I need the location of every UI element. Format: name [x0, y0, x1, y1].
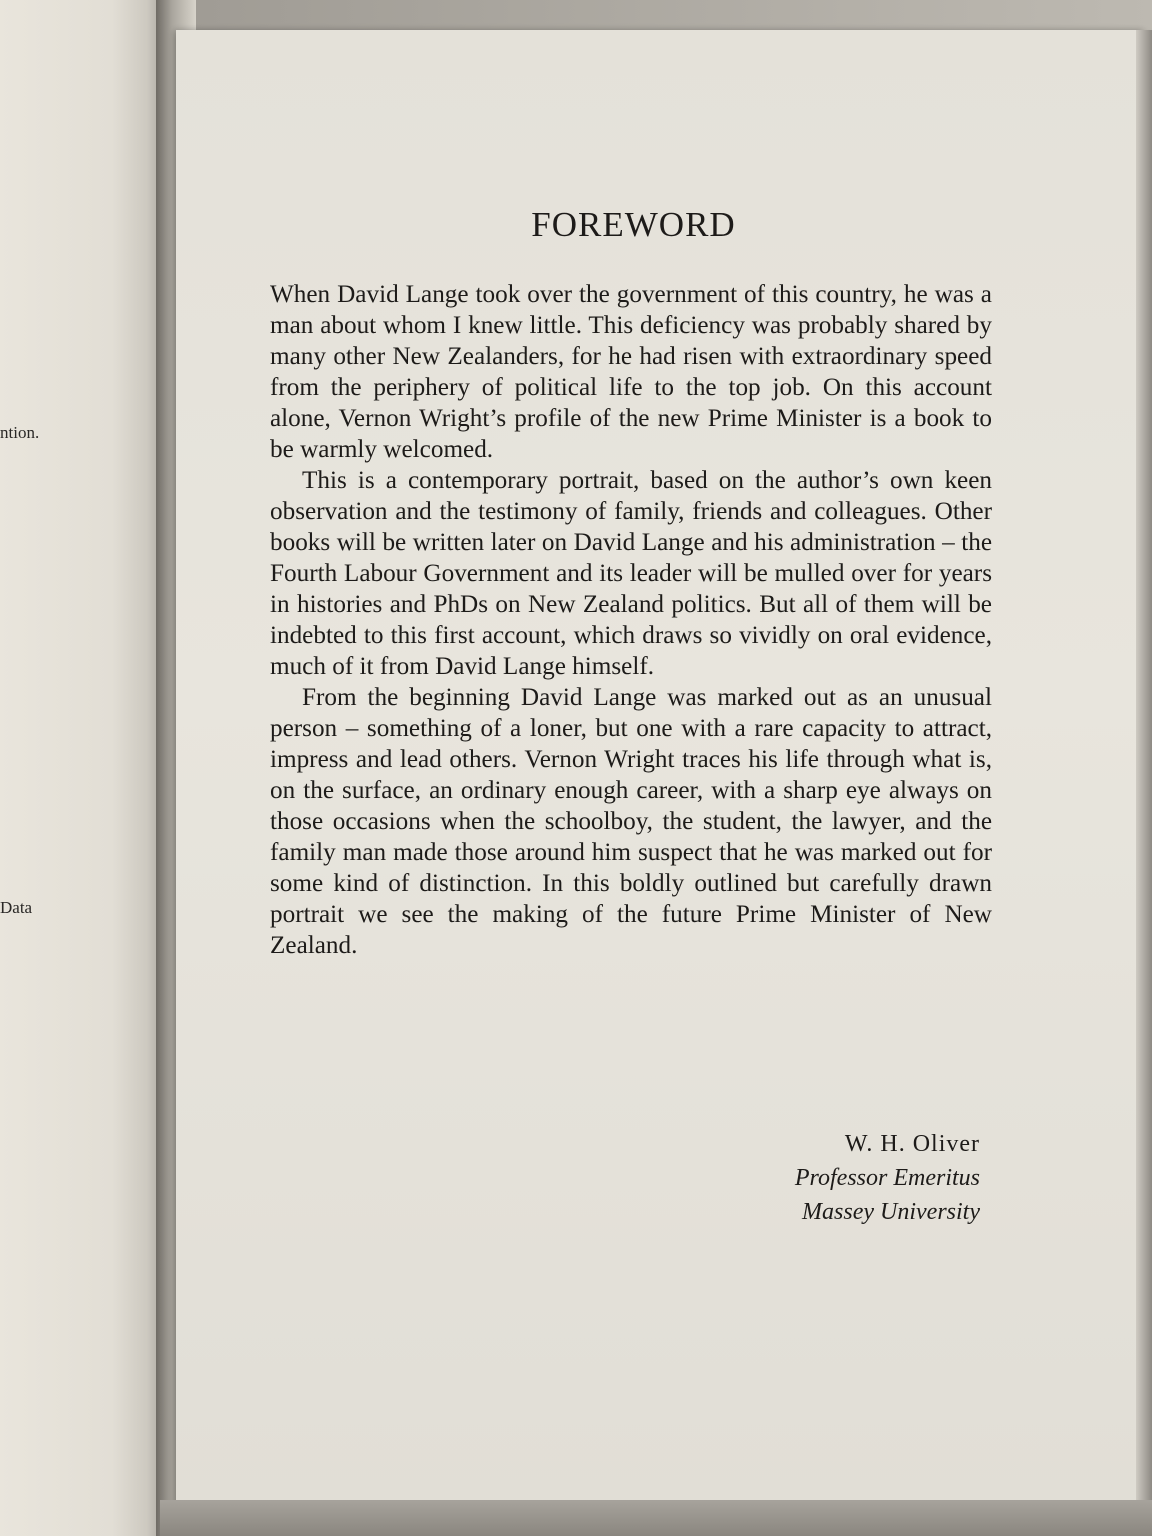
author-name: W. H. Oliver: [844, 1131, 980, 1157]
foreword-title: FOREWORD: [531, 205, 736, 244]
foreword-signature: [700, 1127, 980, 1229]
left-page: [0, 0, 160, 1536]
foreword-section: [270, 205, 992, 961]
page-edge: [1136, 30, 1152, 1510]
author-title: Professor Emeritus: [794, 1165, 980, 1191]
left-page-text-fragment: Data: [0, 898, 33, 917]
foreword-paragraph: When David Lange took over the government of this country, he was a man about whom I knew little. This deficiency was probably shared by many other New Zealanders, for he had risen with extraordinary speed from the periphery of political life to the top job. On this account alone, Vernon Wright’s profile of the new Prime Minister is a book to be warmly welcomed.: [270, 281, 992, 463]
page-bottom-shadow: [160, 1500, 1152, 1536]
left-page-text-fragment: ntion.: [0, 423, 40, 442]
foreword-paragraph: This is a contemporary portrait, based on the author’s own keen observation and the testimony of family, friends and colleagues. Other books will be written later on David Lange and his administration – the Fourth Labour Government and its leader will be mulled over for years in histories and PhDs on New Zealand politics. But all of them will be indebted to this first account, which draws so vividly on oral evidence, much of it from David Lange himself.: [270, 467, 992, 680]
foreword-paragraph: From the beginning David Lange was marked out as an unusual person – something of a loner, but one with a rare capacity to attract, impress and lead others. Vernon Wright traces his life through what is, on the surface, an ordinary enough career, with a sharp eye always on those occasions when the schoolboy, the student, the lawyer, and the family man made those around him suspect that he was marked out for some kind of distinction. In this boldly outlined but carefully drawn portrait we see the making of the future Prime Minister of New Zealand.: [270, 684, 992, 959]
author-institution: Massey University: [802, 1199, 980, 1225]
